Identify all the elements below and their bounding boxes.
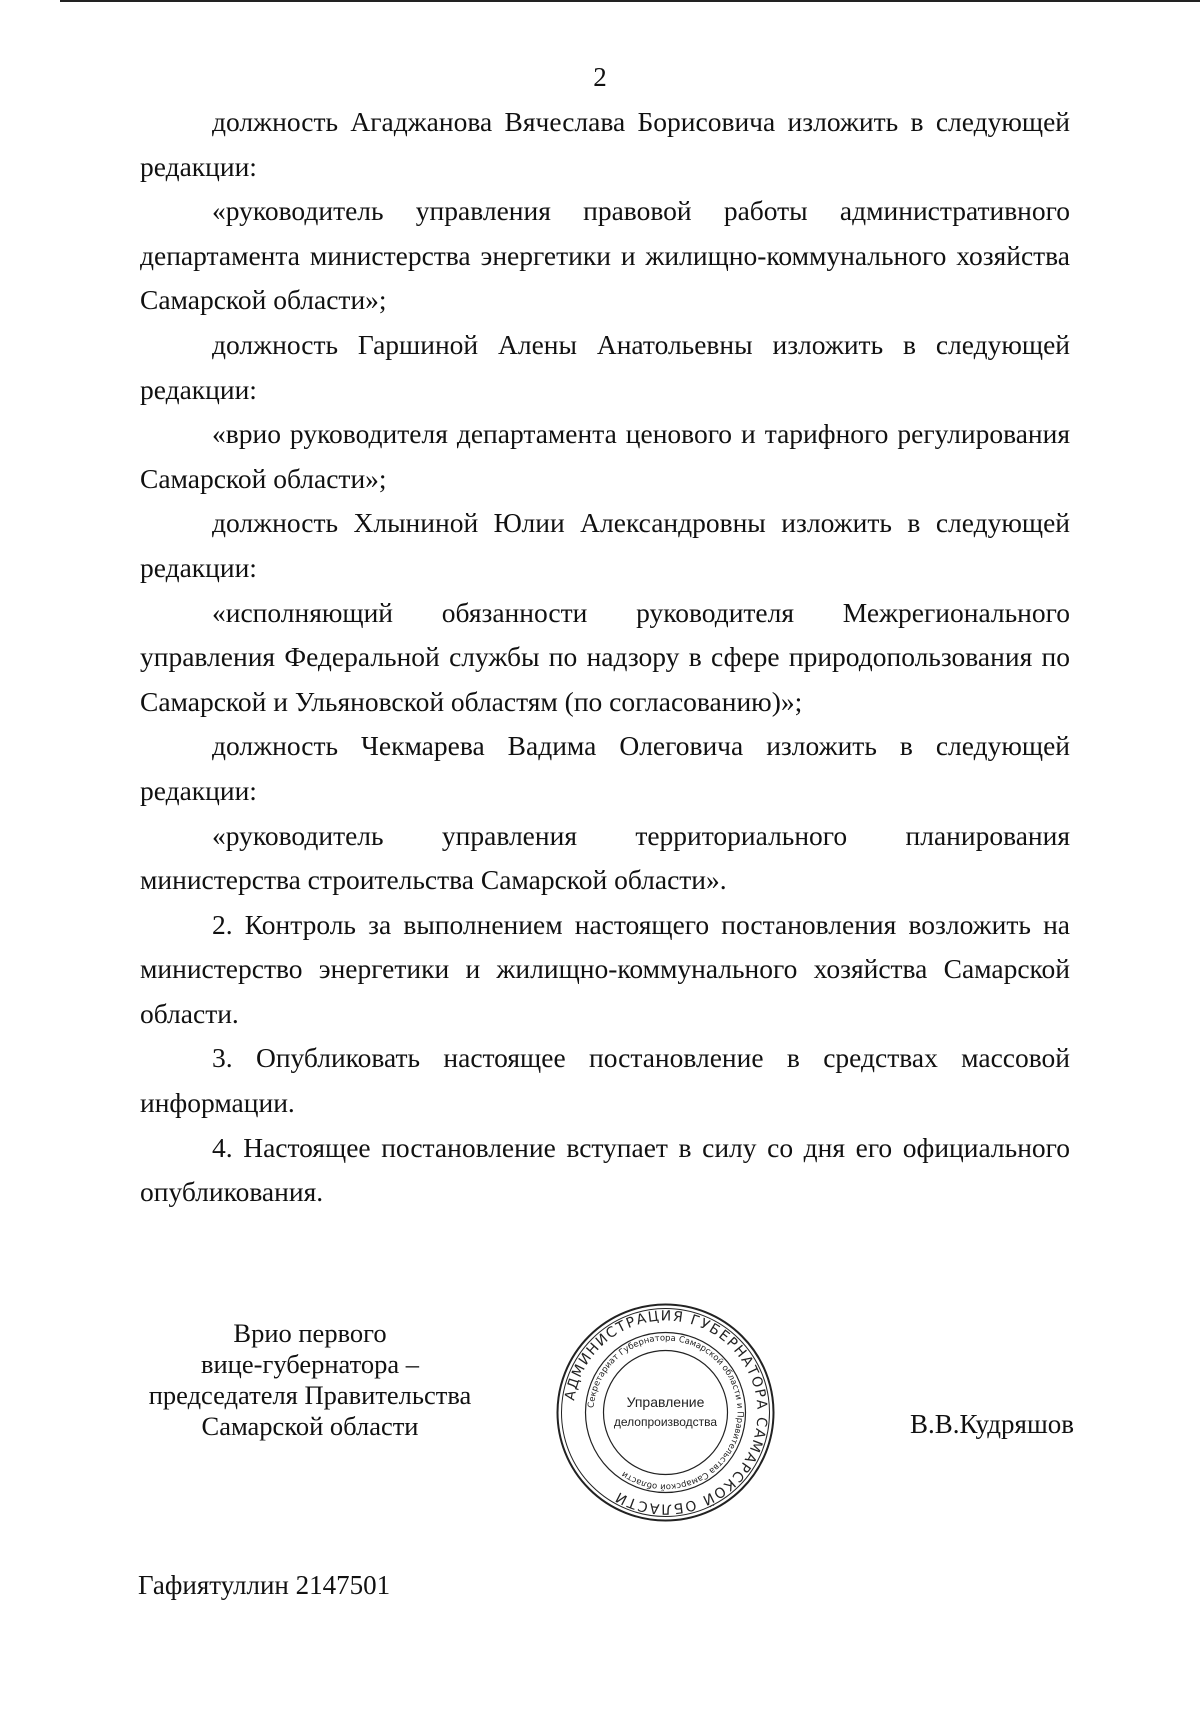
signatory-position-line: председателя Правительства [148, 1380, 472, 1410]
paragraph: «врио руководителя департамента ценового и тарифного регулирования Самарской области»; [140, 418, 1070, 494]
top-border-line [60, 0, 1200, 2]
paragraph: должность Гаршиной Алены Анатольевны изложить в следующей редакции: [140, 328, 1070, 405]
paragraph: должность Хлыниной Юлии Александровны изложить в следующей редакции: [140, 507, 1070, 583]
stamp-outer-text: АДМИНИСТРАЦИЯ ГУБЕРНАТОРА САМАРСКОЙ ОБЛАСТИ [562, 1308, 770, 1517]
signatory-position [140, 1318, 480, 1442]
paragraph: 3. Опубликовать настоящее постановление в средствах массовой информации. [140, 1042, 1070, 1119]
paragraph: «исполняющий обязанности руководителя Межрегионального управления Федеральной службы по надзору в сфере природопользования по Самарской и Ульяновской областям (по согласованию)»; [140, 596, 1070, 717]
signatory-name: В.В.Кудряшов [910, 1409, 1074, 1439]
signatory-position-line: Самарской области [201, 1411, 419, 1441]
signatory-position-line: Врио первого [233, 1318, 387, 1348]
page-number: 2 [593, 62, 607, 92]
executor-contact: Гафиятуллин 2147501 [138, 1570, 391, 1600]
paragraph: должность Агаджанова Вячеслава Борисовича изложить в следующей редакции: [140, 106, 1070, 182]
paragraph: 4. Настоящее постановление вступает в силу со дня его официального опубликования. [140, 1131, 1070, 1208]
document-body [140, 100, 1070, 1215]
official-stamp-seal [553, 1300, 778, 1525]
paragraph: 2. Контроль за выполнением настоящего постановления возложить на министерство энергетики и жилищно-коммунального хозяйства Самарской области. [140, 908, 1070, 1029]
stamp-inner-text: Секретариат Губернатора Самарской области и Правительства Самарской области [586, 1333, 745, 1492]
stamp-center-line: Управление [626, 1394, 705, 1410]
stamp-center-line: делопроизводства [613, 1415, 718, 1429]
paragraph: «руководитель управления правовой работы административного департамента министерства энергетики и жилищно-коммунального хозяйства Самарской области»; [140, 195, 1070, 316]
paragraph: должность Чекмарева Вадима Олеговича изложить в следующей редакции: [140, 730, 1070, 806]
signatory-position-line: вице-губернатора – [200, 1349, 419, 1379]
paragraph: «руководитель управления территориального планирования министерства строительства Самарской области». [140, 819, 1070, 896]
